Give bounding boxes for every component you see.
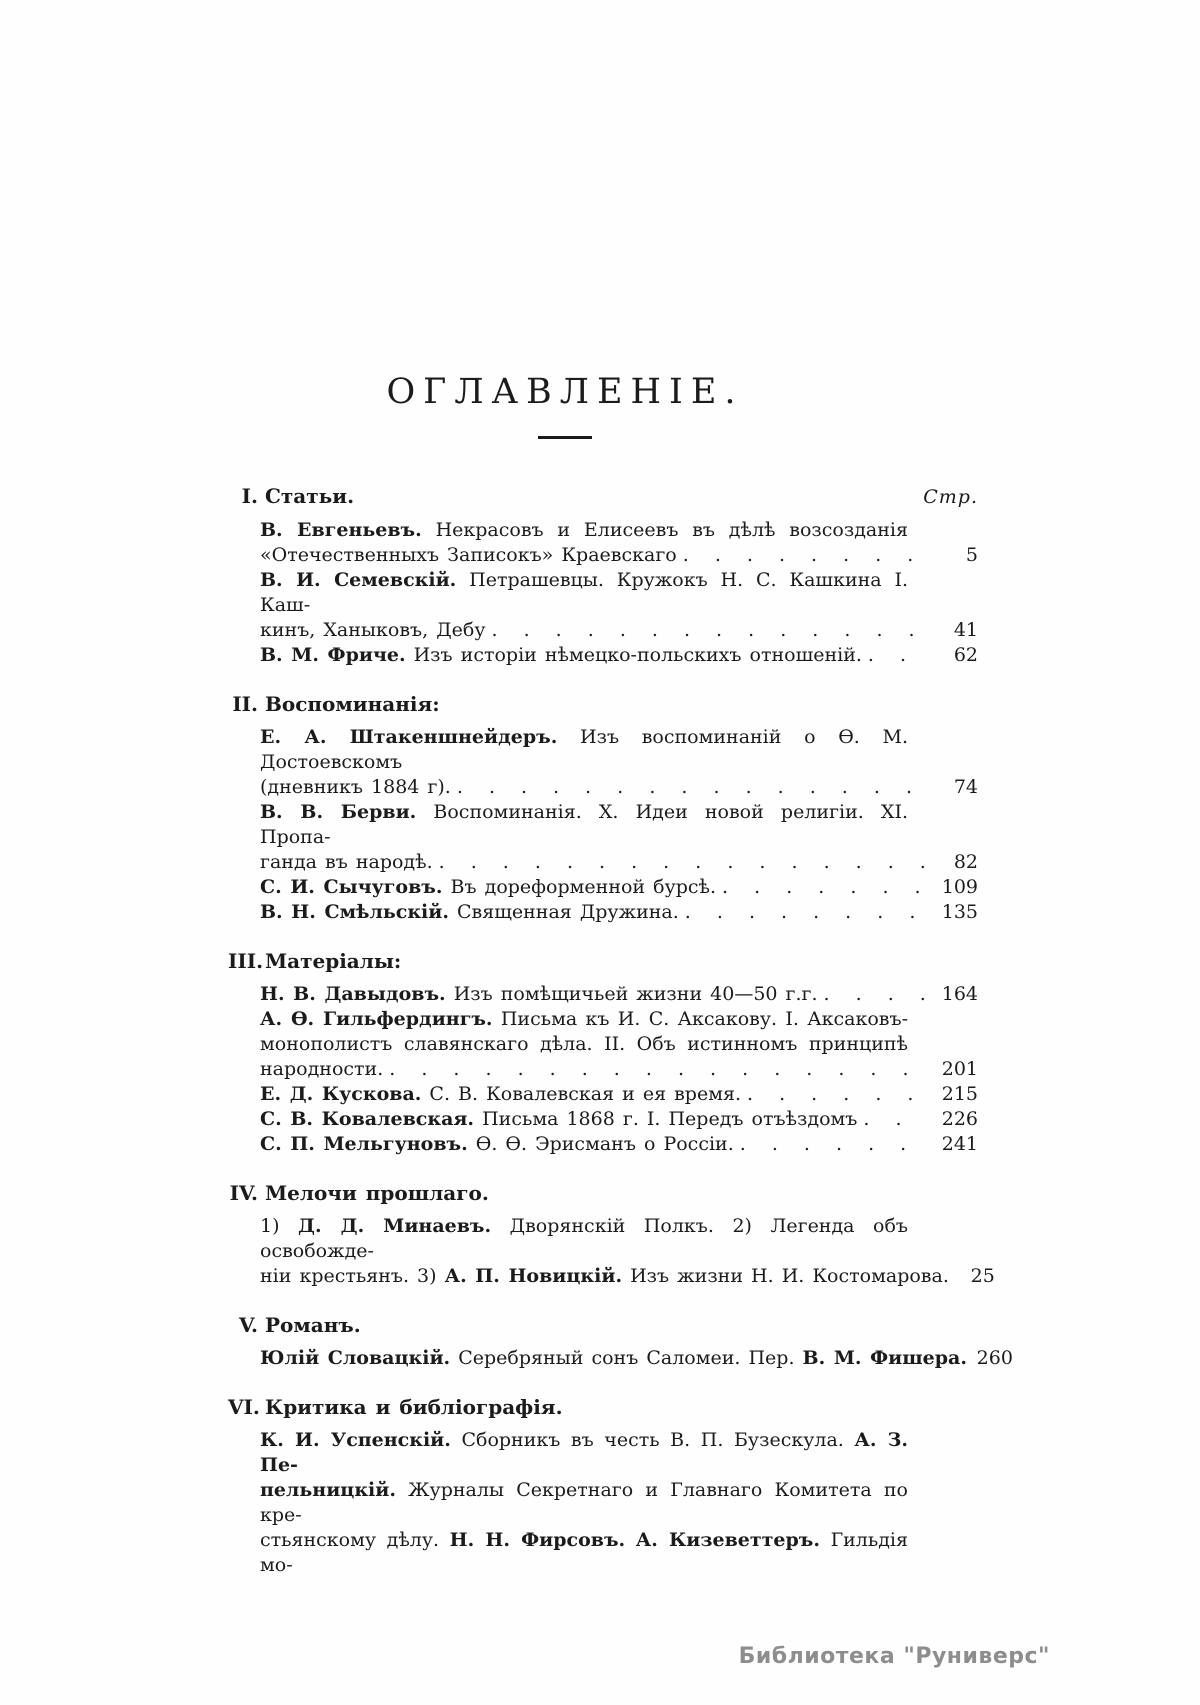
- author-name: К. И. Успенскій.: [260, 1429, 451, 1451]
- toc-body: [228, 483, 1013, 1578]
- toc-entry-line: [260, 1478, 908, 1528]
- dot-leader: [868, 643, 924, 668]
- page-number: 5: [965, 544, 978, 566]
- section-header: [228, 483, 978, 510]
- section-header: [228, 691, 978, 717]
- scanned-page: [228, 0, 1013, 1578]
- dot-leader: [685, 900, 924, 925]
- title-block: [190, 372, 940, 439]
- section-title: Статьи.: [265, 484, 355, 508]
- author-name: А. З. Пе-: [260, 1429, 908, 1476]
- dot-leader: [863, 1107, 924, 1132]
- toc-entry-line: [260, 725, 908, 775]
- author-name: В. И. Семевскій.: [260, 569, 457, 591]
- page-number: 215: [941, 1083, 978, 1105]
- section-title: Мелочи прошлаго.: [265, 1181, 489, 1205]
- entry-text: ніи крестьянъ. 3) А. П. Новицкій. Изъ жизни Н. И. Костомарова.: [260, 1265, 949, 1287]
- section-number: I.: [241, 484, 258, 508]
- section-title: Критика и библіографія.: [265, 1395, 563, 1419]
- toc-entry-line: [260, 568, 908, 618]
- dot-leader: [740, 1132, 924, 1157]
- toc-entry-line: [260, 1428, 908, 1478]
- section-title: Матеріалы:: [265, 949, 402, 973]
- author-name: Н. Н. Фирсовъ.: [449, 1529, 626, 1551]
- page-number: 62: [953, 644, 978, 666]
- entry-text: В. М. Фриче. Изъ исторіи нѣмецко-польскихъ отношеній.: [260, 644, 862, 666]
- section-number: V.: [239, 1313, 258, 1337]
- section-number: IV.: [229, 1181, 258, 1205]
- toc-entry-line: [260, 800, 908, 850]
- author-name: А. Кизеветтеръ.: [635, 1529, 820, 1551]
- page-number: 74: [953, 776, 978, 798]
- entry-text: пельницкій. Журналы Секретнаго и Главнаго Комитета по кре-: [260, 1479, 908, 1526]
- page-column-header: Стр.: [923, 486, 978, 508]
- toc-entry-line: [260, 1132, 978, 1157]
- library-watermark: Библиотека "Руниверс": [738, 1644, 1050, 1669]
- dot-leader: [824, 982, 924, 1007]
- toc-entry-line: [260, 1528, 908, 1578]
- dot-leader: [683, 543, 924, 568]
- page-number: 41: [953, 619, 978, 641]
- page-number: 201: [941, 1058, 978, 1080]
- section-header: [228, 1180, 978, 1206]
- toc-entry-line: [260, 518, 908, 543]
- entry-text: монополистъ славянскаго дѣла. II. Объ истинномъ принципѣ: [260, 1033, 908, 1055]
- toc-entry-line: [260, 875, 978, 900]
- author-name: В. Евгеньевъ.: [260, 519, 422, 541]
- entry-text: ганда въ народѣ.: [260, 851, 433, 873]
- toc-entry-line: [260, 775, 978, 800]
- toc-entry-line: [260, 1107, 978, 1132]
- entry-text: С. П. Мельгуновъ. Ѳ. Ѳ. Эрисманъ о Россіи.: [260, 1133, 734, 1155]
- author-name: Е. Д. Кускова.: [260, 1083, 422, 1105]
- entry-text: «Отечественныхъ Записокъ» Краевскаго: [260, 544, 677, 566]
- page-number: 241: [941, 1133, 978, 1155]
- toc-entry-line: [260, 643, 978, 668]
- entry-text: А. Ѳ. Гильфердингъ. Письма къ И. С. Аксакову. I. Аксаковъ-: [260, 1008, 908, 1030]
- entry-text: Н. В. Давыдовъ. Изъ помѣщичьей жизни 40—50 г.г.: [260, 983, 818, 1005]
- page-number: 260: [976, 1347, 1013, 1369]
- author-name: С. В. Ковалевская.: [260, 1108, 475, 1130]
- entry-text: народности.: [260, 1058, 384, 1080]
- section-title: Воспоминанія:: [265, 692, 440, 716]
- page-number: 164: [941, 983, 978, 1005]
- page-number: 135: [941, 901, 978, 923]
- toc-entry-line: [260, 982, 978, 1007]
- toc-entry-line: [260, 900, 978, 925]
- title-divider-rule: [538, 436, 592, 439]
- page-number: 109: [941, 876, 978, 898]
- author-name: В. В. Берви.: [260, 801, 417, 823]
- entry-text: (дневникъ 1884 г).: [260, 776, 451, 798]
- dot-leader: [389, 1057, 924, 1082]
- author-name: В. М. Фишера.: [802, 1347, 967, 1369]
- toc-entry-line: [260, 1007, 908, 1032]
- entry-text: 1) Д. Д. Минаевъ. Дворянскій Полкъ. 2) Легенда объ освобожде-: [260, 1215, 909, 1262]
- section-header: [228, 1394, 978, 1420]
- page-number: 25: [970, 1265, 995, 1287]
- toc-entry-line: [260, 1214, 908, 1264]
- entry-text: В. В. Берви. Воспоминанія. X. Идеи новой религіи. XI. Пропа-: [260, 801, 908, 848]
- dot-leader: [747, 1082, 924, 1107]
- entry-text: В. Н. Смѣльскій. Священная Дружина.: [260, 901, 679, 923]
- dot-leader: [492, 618, 925, 643]
- entry-text: К. И. Успенскій. Сборникъ въ честь В. П. Бузескула. А. З. Пе-: [260, 1429, 908, 1476]
- author-name: С. П. Мельгуновъ.: [260, 1133, 468, 1155]
- section-number: VI.: [228, 1395, 260, 1419]
- toc-entry-line: [260, 543, 978, 568]
- dot-leader: [722, 875, 924, 900]
- section-title: Романъ.: [265, 1313, 361, 1337]
- entry-text: Е. А. Штакеншнейдеръ. Изъ воспоминаній о Ѳ. М. Достоевскомъ: [260, 726, 909, 773]
- entry-text: В. Евгеньевъ. Некрасовъ и Елисеевъ въ дѣлѣ возсозданія: [260, 519, 908, 541]
- toc-entry-line: [260, 1082, 978, 1107]
- author-name: Д. Д. Минаевъ.: [298, 1215, 492, 1237]
- page-number: 82: [953, 851, 978, 873]
- author-name: В. М. Фриче.: [260, 644, 406, 666]
- page-number: 226: [941, 1108, 978, 1130]
- author-name: Н. В. Давыдовъ.: [260, 983, 446, 1005]
- author-name: С. И. Сычуговъ.: [260, 876, 443, 898]
- entry-text: В. И. Семевскій. Петрашевцы. Кружокъ Н. С. Кашкина І. Каш-: [260, 569, 908, 616]
- toc-entry-line: [260, 1032, 908, 1057]
- author-name: А. П. Новицкій.: [444, 1265, 623, 1287]
- author-name: А. Ѳ. Гильфердингъ.: [260, 1008, 493, 1030]
- author-name: В. Н. Смѣльскій.: [260, 901, 449, 923]
- dot-leader: [439, 850, 924, 875]
- author-name: Е. А. Штакеншнейдеръ.: [260, 726, 558, 748]
- entry-text: стьянскому дѣлу. Н. Н. Фирсовъ. А. Кизеветтеръ. Гильдія мо-: [260, 1529, 908, 1576]
- author-name: Юлій Словацкій.: [260, 1347, 451, 1369]
- entry-text: Е. Д. Кускова. С. В. Ковалевская и ея время.: [260, 1083, 742, 1105]
- section-number: III.: [228, 949, 264, 973]
- section-header: [228, 948, 978, 974]
- section-header: [228, 1312, 978, 1338]
- page-title: ОГЛАВЛЕНІЕ.: [386, 372, 744, 412]
- entry-text: С. И. Сычуговъ. Въ дореформенной бурсѣ.: [260, 876, 717, 898]
- toc-entry-line: [260, 850, 978, 875]
- entry-text: кинъ, Ханыковъ, Дебу: [260, 619, 486, 641]
- toc-entry-line: [260, 1057, 978, 1082]
- entry-text: С. В. Ковалевская. Письма 1868 г. I. Передъ отъѣздомъ: [260, 1108, 858, 1130]
- toc-entry-line: [260, 1264, 995, 1289]
- dot-leader: [457, 775, 924, 800]
- toc-entry-line: [260, 618, 978, 643]
- entry-text: Юлій Словацкій. Серебряный сонъ Саломеи. Пер. В. М. Фишера.: [260, 1347, 967, 1369]
- author-name: пельницкій.: [260, 1479, 396, 1501]
- toc-entry-line: [260, 1346, 1013, 1371]
- section-number: II.: [232, 692, 258, 716]
